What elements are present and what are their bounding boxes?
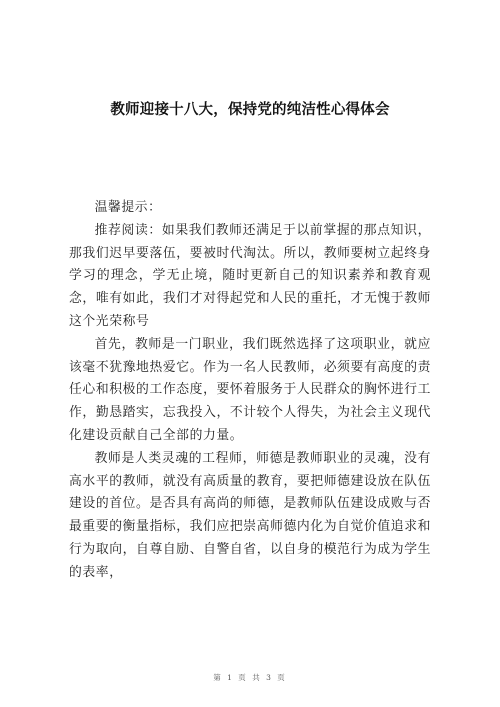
document-title: 教师迎接十八大，保持党的纯洁性心得体会 <box>110 102 390 118</box>
document-body <box>69 197 431 585</box>
paragraph-recommended-reading: 推荐阅读：如果我们教师还满足于以前掌握的那点知识，那我们迟早要落伍，要被时代淘汰。所以，教师要树立起终身学习的理念，学无止境，随时更新自己的知识素养和教育观念，唯有如此，我们才对得起党和人民的重托，才无愧于教师这个光荣称号 <box>69 222 431 329</box>
paragraph-second: 教师是人类灵魂的工程师，师德是教师职业的灵魂，没有高水平的教师，就没有高质量的教育，要把师德建设放在队伍建设的首位。是否具有高尚的师德，是教师队伍建设成败与否最重要的衡量指标，我们应把崇高师德内化为自觉价值追求和行为取向，自尊自励、自警自省，以自身的模范行为成为学生的表率， <box>69 450 431 580</box>
page-footer: 第 1 页 共 3 页 <box>213 673 287 682</box>
paragraph-first: 首先，教师是一门职业，我们既然选择了这项职业，就应该毫不犹豫地热爱它。作为一名人民教师，必须要有高度的责任心和积极的工作态度，要怀着服务于人民群众的胸怀进行工作，勤恳踏实，忘我投入，不计较个人得失，为社会主义现代化建设贡献自己全部的力量。 <box>69 336 431 443</box>
paragraph-tip: 温馨提示： <box>94 200 162 215</box>
